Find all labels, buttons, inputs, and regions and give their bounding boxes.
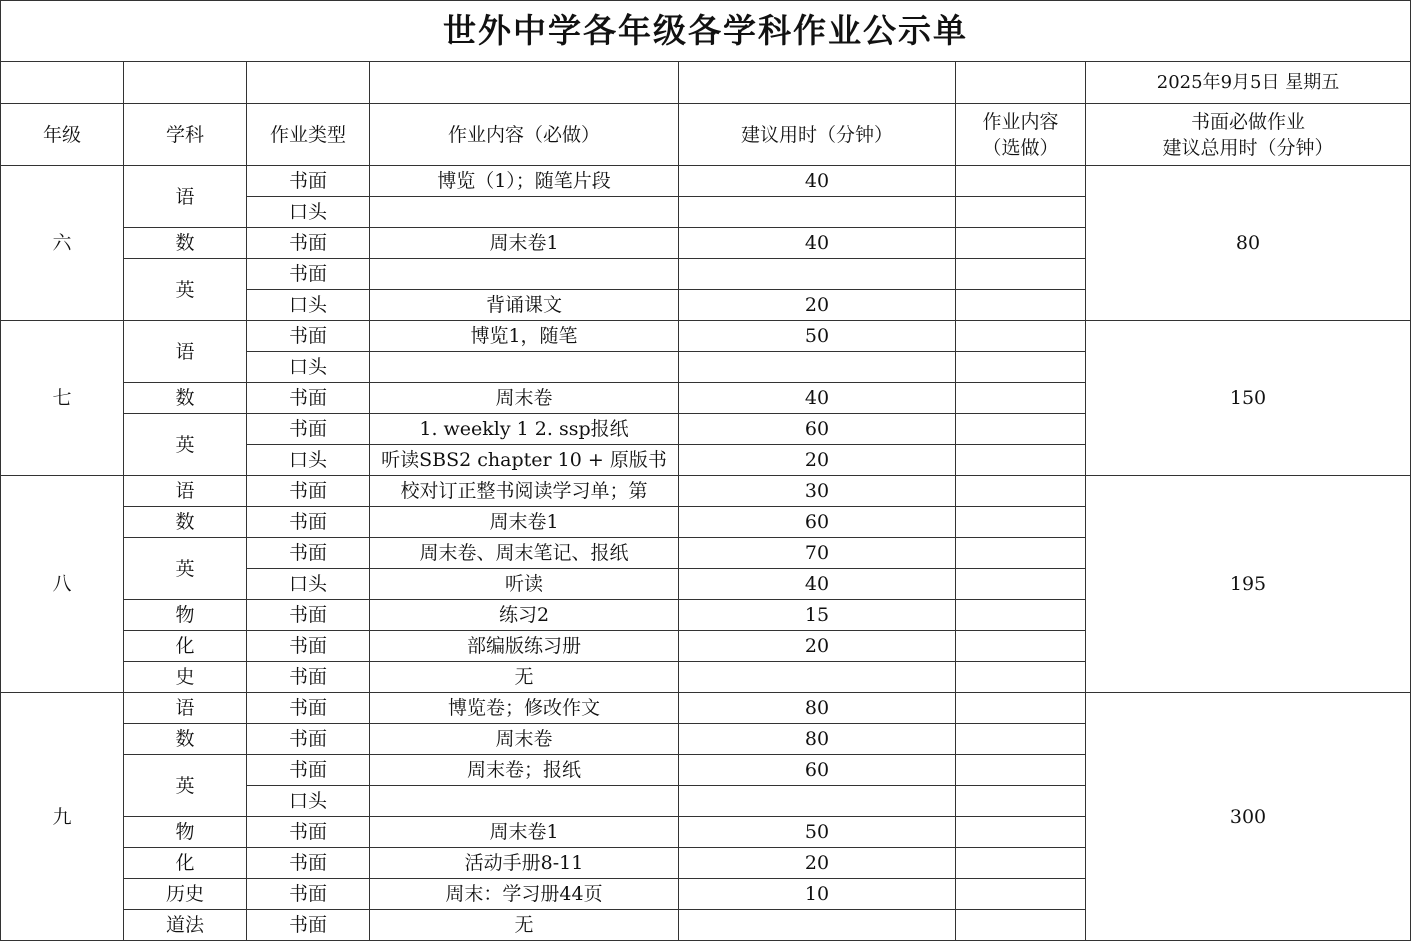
total-time-cell: 195: [1086, 476, 1411, 693]
subject-cell: 历史: [124, 879, 247, 910]
optional-cell: [956, 259, 1086, 290]
time-cell: 20: [679, 631, 956, 662]
time-cell: 70: [679, 538, 956, 569]
time-cell: [679, 352, 956, 383]
content-cell: 无: [370, 910, 679, 941]
optional-cell: [956, 693, 1086, 724]
type-cell: 书面: [247, 724, 370, 755]
content-cell: [370, 786, 679, 817]
table-row: [1, 166, 1411, 197]
date-cell: 2025年9月5日 星期五: [1086, 62, 1411, 104]
header-optional-line1: 作业内容: [982, 110, 1059, 133]
header-total: [1086, 104, 1411, 166]
content-cell: 周末卷1: [370, 507, 679, 538]
content-cell: 听读: [370, 569, 679, 600]
type-cell: 口头: [247, 445, 370, 476]
time-cell: 10: [679, 879, 956, 910]
type-cell: 口头: [247, 290, 370, 321]
content-cell: 听读SBS2 chapter 10 + 原版书: [370, 445, 679, 476]
time-cell: 60: [679, 755, 956, 786]
subject-cell: 数: [124, 507, 247, 538]
content-cell: 校对订正整书阅读学习单；第: [370, 476, 679, 507]
time-cell: 20: [679, 848, 956, 879]
type-cell: 书面: [247, 228, 370, 259]
content-cell: 周末卷1: [370, 817, 679, 848]
blank-cell: [124, 62, 247, 104]
time-cell: [679, 259, 956, 290]
time-cell: 60: [679, 507, 956, 538]
grade-cell: 九: [1, 693, 124, 941]
content-cell: 周末卷1: [370, 228, 679, 259]
time-cell: 30: [679, 476, 956, 507]
optional-cell: [956, 414, 1086, 445]
time-cell: 80: [679, 693, 956, 724]
header-time: 建议用时（分钟）: [679, 104, 956, 166]
optional-cell: [956, 538, 1086, 569]
time-cell: 20: [679, 445, 956, 476]
subject-cell: 数: [124, 383, 247, 414]
time-cell: 50: [679, 321, 956, 352]
subject-cell: 数: [124, 724, 247, 755]
header-total-line2: 建议总用时（分钟）: [1162, 136, 1334, 159]
optional-cell: [956, 383, 1086, 414]
time-cell: 50: [679, 817, 956, 848]
type-cell: 口头: [247, 352, 370, 383]
header-total-line1: 书面必做作业: [1191, 110, 1306, 133]
page-title: 世外中学各年级各学科作业公示单: [1, 1, 1411, 62]
type-cell: 书面: [247, 507, 370, 538]
time-cell: 40: [679, 228, 956, 259]
time-cell: [679, 786, 956, 817]
time-cell: [679, 910, 956, 941]
grade-cell: 八: [1, 476, 124, 693]
content-cell: [370, 259, 679, 290]
content-cell: 周末卷: [370, 383, 679, 414]
content-cell: 周末卷、周末笔记、报纸: [370, 538, 679, 569]
type-cell: 书面: [247, 631, 370, 662]
subject-cell: 语: [124, 476, 247, 507]
optional-cell: [956, 910, 1086, 941]
optional-cell: [956, 476, 1086, 507]
type-cell: 书面: [247, 414, 370, 445]
optional-cell: [956, 724, 1086, 755]
type-cell: 书面: [247, 383, 370, 414]
optional-cell: [956, 879, 1086, 910]
grade-cell: 七: [1, 321, 124, 476]
optional-cell: [956, 662, 1086, 693]
subject-cell: 英: [124, 538, 247, 600]
blank-cell: [1, 62, 124, 104]
table-row: [1, 693, 1411, 724]
subject-cell: 英: [124, 259, 247, 321]
time-cell: [679, 197, 956, 228]
type-cell: 书面: [247, 817, 370, 848]
optional-cell: [956, 228, 1086, 259]
optional-cell: [956, 321, 1086, 352]
time-cell: 60: [679, 414, 956, 445]
type-cell: 书面: [247, 259, 370, 290]
header-content: 作业内容（必做）: [370, 104, 679, 166]
subject-cell: 数: [124, 228, 247, 259]
type-cell: 书面: [247, 693, 370, 724]
subject-cell: 化: [124, 848, 247, 879]
optional-cell: [956, 755, 1086, 786]
subject-cell: 物: [124, 600, 247, 631]
optional-cell: [956, 817, 1086, 848]
total-time-cell: 80: [1086, 166, 1411, 321]
time-cell: 20: [679, 290, 956, 321]
content-cell: 周末：学习册44页: [370, 879, 679, 910]
type-cell: 书面: [247, 321, 370, 352]
content-cell: 无: [370, 662, 679, 693]
optional-cell: [956, 848, 1086, 879]
optional-cell: [956, 631, 1086, 662]
optional-cell: [956, 569, 1086, 600]
content-cell: 活动手册8-11: [370, 848, 679, 879]
content-cell: 博览1，随笔: [370, 321, 679, 352]
type-cell: 口头: [247, 197, 370, 228]
time-cell: 15: [679, 600, 956, 631]
subject-cell: 英: [124, 755, 247, 817]
time-cell: 40: [679, 569, 956, 600]
type-cell: 书面: [247, 910, 370, 941]
type-cell: 书面: [247, 662, 370, 693]
subject-cell: 道法: [124, 910, 247, 941]
content-cell: 周末卷: [370, 724, 679, 755]
content-cell: 博览卷；修改作文: [370, 693, 679, 724]
type-cell: 书面: [247, 755, 370, 786]
subject-cell: 史: [124, 662, 247, 693]
optional-cell: [956, 197, 1086, 228]
subject-cell: 语: [124, 693, 247, 724]
subject-cell: 英: [124, 414, 247, 476]
grade-cell: 六: [1, 166, 124, 321]
content-cell: 部编版练习册: [370, 631, 679, 662]
type-cell: 书面: [247, 600, 370, 631]
time-cell: 40: [679, 383, 956, 414]
optional-cell: [956, 786, 1086, 817]
content-cell: [370, 197, 679, 228]
optional-cell: [956, 445, 1086, 476]
total-time-cell: 300: [1086, 693, 1411, 941]
blank-cell: [956, 62, 1086, 104]
type-cell: 口头: [247, 786, 370, 817]
blank-cell: [679, 62, 956, 104]
optional-cell: [956, 290, 1086, 321]
total-time-cell: 150: [1086, 321, 1411, 476]
time-cell: 80: [679, 724, 956, 755]
type-cell: 书面: [247, 476, 370, 507]
header-optional: [956, 104, 1086, 166]
type-cell: 书面: [247, 166, 370, 197]
header-optional-line2: （选做）: [982, 136, 1059, 159]
header-type: 作业类型: [247, 104, 370, 166]
time-cell: 40: [679, 166, 956, 197]
content-cell: [370, 352, 679, 383]
blank-cell: [370, 62, 679, 104]
type-cell: 口头: [247, 569, 370, 600]
type-cell: 书面: [247, 538, 370, 569]
header-subject: 学科: [124, 104, 247, 166]
type-cell: 书面: [247, 848, 370, 879]
table-row: [1, 476, 1411, 507]
header-grade: 年级: [1, 104, 124, 166]
time-cell: [679, 662, 956, 693]
subject-cell: 语: [124, 166, 247, 228]
optional-cell: [956, 166, 1086, 197]
subject-cell: 化: [124, 631, 247, 662]
content-cell: 背诵课文: [370, 290, 679, 321]
optional-cell: [956, 600, 1086, 631]
optional-cell: [956, 507, 1086, 538]
optional-cell: [956, 352, 1086, 383]
subject-cell: 语: [124, 321, 247, 383]
table-row: [1, 321, 1411, 352]
content-cell: 博览（1）；随笔片段: [370, 166, 679, 197]
content-cell: 练习2: [370, 600, 679, 631]
blank-cell: [247, 62, 370, 104]
content-cell: 1. weekly 1 2. ssp报纸: [370, 414, 679, 445]
content-cell: 周末卷；报纸: [370, 755, 679, 786]
type-cell: 书面: [247, 879, 370, 910]
subject-cell: 物: [124, 817, 247, 848]
